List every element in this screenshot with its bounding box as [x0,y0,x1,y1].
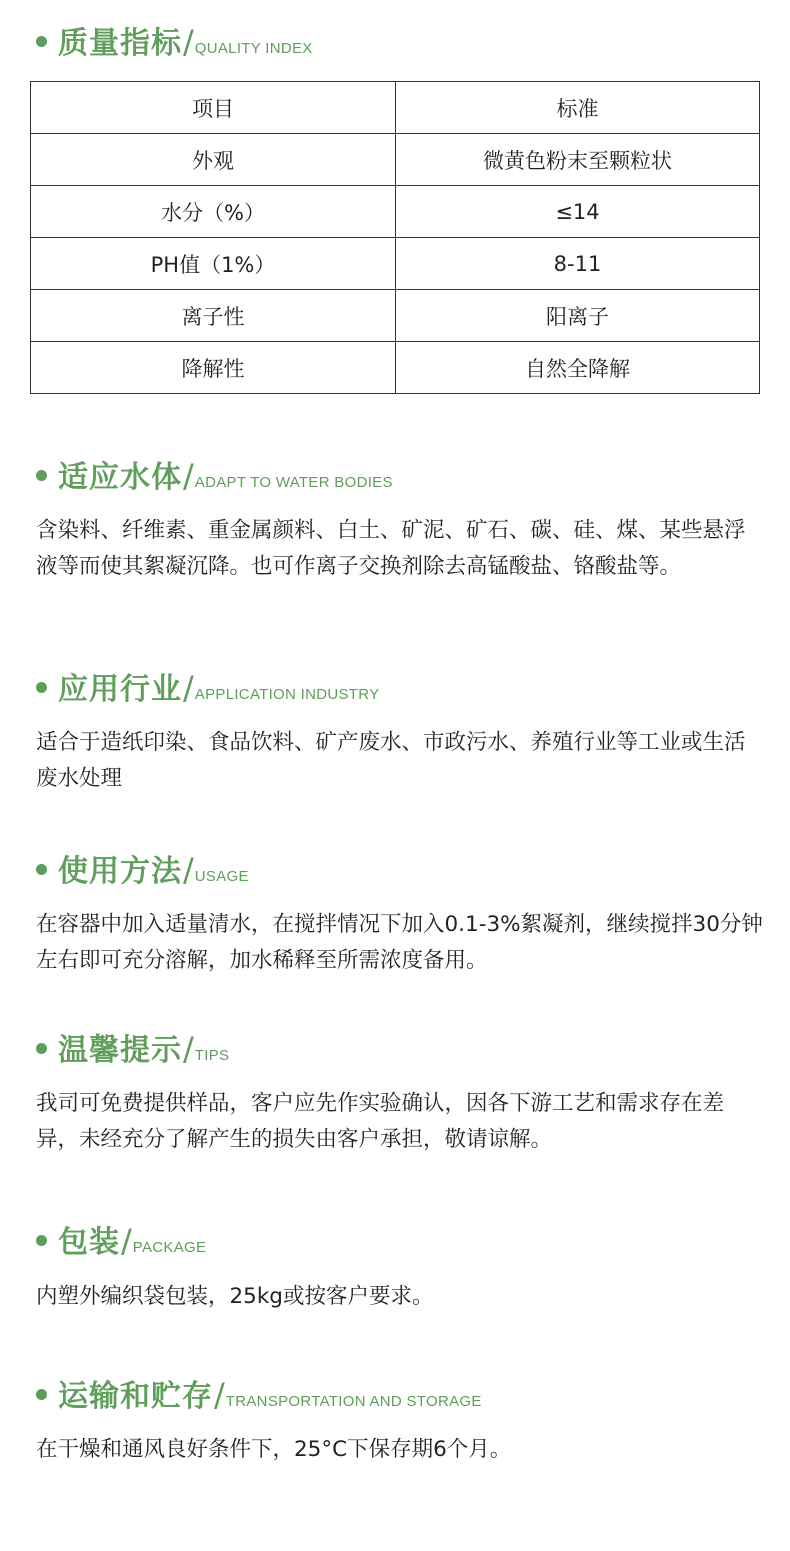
table-row [31,342,760,394]
table-cell: 降解性 [31,342,396,394]
package-text: 内塑外编织袋包装，25kg或按客户要求。 [36,1284,434,1309]
section-subtitle: TIPS [194,1047,230,1064]
title-slash: / [121,1222,132,1260]
section-title: 适应水体 [58,460,182,495]
dot-icon [36,36,47,47]
title-slash: / [183,1030,194,1068]
tips-heading [36,1025,229,1069]
industry-heading [36,664,379,708]
section-title: 质量指标 [58,26,182,61]
section-subtitle: APPLICATION INDUSTRY [194,686,380,703]
package-heading [36,1217,206,1261]
table-header-cell: 标准 [396,82,760,134]
title-slash: / [183,23,194,61]
quality-heading [36,18,313,62]
table-header-row [31,82,760,134]
table-cell: 阳离子 [396,290,760,342]
table-cell: 8-11 [396,238,760,290]
table-cell: 水分（%） [31,186,396,238]
section-subtitle: QUALITY INDEX [194,40,313,57]
section-title: 温馨提示 [58,1033,182,1068]
industry-text: 适合于造纸印染、食品饮料、矿产废水、市政污水、养殖行业等工业或生活废水处理 [36,730,746,791]
table-row [31,186,760,238]
title-slash: / [183,851,194,889]
table-cell: 离子性 [31,290,396,342]
section-subtitle: USAGE [194,868,249,885]
title-slash: / [183,669,194,707]
dot-icon [36,1389,47,1400]
quality-table [30,81,760,394]
table-cell: 外观 [31,134,396,186]
usage-text: 在容器中加入适量清水，在搅拌情况下加入0.1-3%絮凝剂，继续搅拌30分钟左右即可充分溶解，加水稀释至所需浓度备用。 [36,912,763,973]
storage-text: 在干燥和通风良好条件下，25°C下保存期6个月。 [36,1437,512,1462]
dot-icon [36,1235,47,1246]
table-header-cell: 项目 [31,82,396,134]
title-slash: / [183,457,194,495]
section-subtitle: ADAPT TO WATER BODIES [194,474,393,491]
section-title: 应用行业 [58,672,182,707]
usage-heading [36,846,249,890]
dot-icon [36,470,47,481]
dot-icon [36,682,47,693]
tips-text: 我司可免费提供样品，客户应先作实验确认，因各下游工艺和需求存在差异，未经充分了解产生的损失由客户承担，敬请谅解。 [36,1091,725,1152]
storage-heading [36,1371,482,1415]
section-title: 使用方法 [58,854,182,889]
water-heading [36,452,393,496]
section-subtitle: PACKAGE [132,1239,207,1256]
table-cell: 自然全降解 [396,342,760,394]
table-row [31,290,760,342]
title-slash: / [214,1376,225,1414]
table-cell: ≤14 [396,186,760,238]
table-cell: PH值（1%） [31,238,396,290]
dot-icon [36,864,47,875]
table-row [31,134,760,186]
table-cell: 微黄色粉末至颗粒状 [396,134,760,186]
dot-icon [36,1043,47,1054]
section-title: 包装 [58,1225,120,1260]
water-text: 含染料、纤维素、重金属颜料、白土、矿泥、矿石、碳、硅、煤、某些悬浮液等而使其絮凝沉降。也可作离子交换剂除去高锰酸盐、铬酸盐等。 [36,518,746,579]
section-subtitle: TRANSPORTATION AND STORAGE [225,1393,482,1410]
section-title: 运输和贮存 [58,1379,213,1414]
table-row [31,238,760,290]
